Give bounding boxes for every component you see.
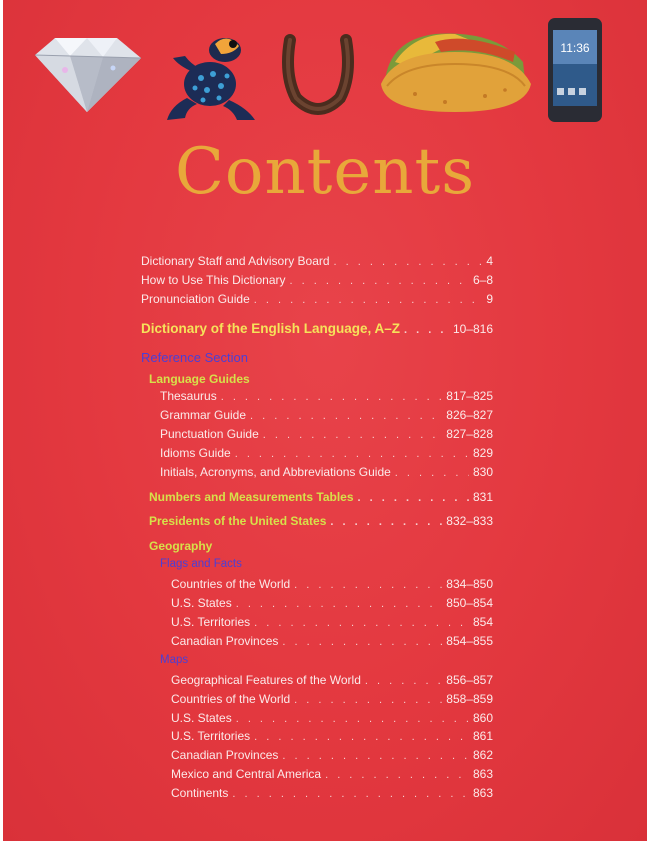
page-title: Contents [174,135,476,209]
toc-entry-page: 854 [472,615,493,629]
toc-entry-label: Numbers and Measurements Tables [149,490,354,504]
toc-entry [141,292,493,306]
dot-leader [365,675,442,687]
toc-entry-label: U.S. States [171,596,232,610]
toc-entry-label: Initials, Acronyms, and Abbreviations Guide [160,465,391,479]
toc-entry-label: U.S. Territories [171,729,251,743]
toc-entry-label: Grammar Guide [160,408,247,422]
toc-entry-label: Geographical Features of the World [171,673,361,687]
toc-entry-label: Countries of the World [171,692,291,706]
dot-leader [254,294,483,306]
dot-leader [232,788,469,800]
dot-leader [282,636,442,648]
toc-entry-page: 834–850 [446,577,493,591]
toc-entry-page: 4 [486,254,493,268]
toc-entry-label: Canadian Provinces [171,634,279,648]
toc-entry-page: 858–859 [446,692,493,706]
dot-leader [290,275,469,287]
toc-entry-page: 6–8 [472,273,493,287]
toc-entry [171,692,493,706]
toc-entry-label: Mexico and Central America [171,767,322,781]
toc-entry [160,465,493,479]
toc-entry [171,748,493,762]
toc-entry-page: 860 [472,711,493,725]
dot-leader [325,769,469,781]
toc-entry-label: Continents [171,786,229,800]
smartphone-icon [546,16,604,124]
flags-and-facts-heading: Flags and Facts [160,558,242,570]
toc-entry-label: U.S. Territories [171,615,251,629]
phone-clock: 11:36 [560,41,590,55]
toc-entry-page: 10–816 [452,322,493,336]
toc-entry [171,786,493,800]
toc-entry-label: How to Use This Dictionary [141,273,286,287]
toc-entry [171,673,493,687]
diamond-icon [25,30,147,115]
toc-entry-page: 832–833 [446,514,493,528]
toc-entry-page: 861 [472,729,493,743]
reference-section-heading: Reference Section [141,350,248,365]
toc-entry-label: Countries of the World [171,577,291,591]
toc-entry-page: 829 [472,446,493,460]
toc-entry [171,767,493,781]
poison-dart-frog-icon [163,28,258,128]
dot-leader [236,713,469,725]
toc-entry [149,514,493,528]
dot-leader [294,579,442,591]
toc-entry-page: 827–828 [446,427,493,441]
dot-leader [263,429,443,441]
toc-entry-page: 863 [472,786,493,800]
toc-entry-page: 830 [472,465,493,479]
horseshoe-icon [278,30,358,115]
toc-entry-page: 826–827 [446,408,493,422]
toc-entry [160,389,493,403]
dot-leader [395,467,469,479]
toc-entry-label: Pronunciation Guide [141,292,250,306]
toc-entry [171,596,493,610]
toc-entry [160,408,493,422]
dot-leader [334,256,483,268]
language-guides-heading: Language Guides [149,372,250,386]
toc-entry [141,273,493,287]
toc-entry [141,254,493,268]
toc-main-entry [141,321,493,336]
header-images [3,0,647,140]
toc-entry [171,615,493,629]
toc-entry-page: 854–855 [446,634,493,648]
toc-entry [171,634,493,648]
toc-entry [171,729,493,743]
dot-leader [358,492,469,504]
toc-entry [149,490,493,504]
toc-entry-label: Dictionary Staff and Advisory Board [141,254,330,268]
dot-leader [330,516,442,528]
dot-leader [221,391,443,403]
dot-leader [282,750,469,762]
taco-icon [375,22,535,114]
toc-entry-label: Dictionary of the English Language, A–Z [141,321,401,336]
dot-leader [236,598,443,610]
maps-heading: Maps [160,654,189,666]
dot-leader [254,617,469,629]
dot-leader [404,324,449,336]
toc-entry-page: 850–854 [446,596,493,610]
toc-entry [160,446,493,460]
toc-entry-label: Canadian Provinces [171,748,279,762]
toc-entry [171,711,493,725]
toc-entry-label: Thesaurus [160,389,217,403]
toc-entry-page: 856–857 [446,673,493,687]
toc-entry-label: Punctuation Guide [160,427,259,441]
dot-leader [254,731,469,743]
toc-entry-page: 817–825 [446,389,493,403]
toc-entry-page: 9 [486,292,493,306]
toc-entry-page: 831 [472,490,493,504]
toc-entry-label: U.S. States [171,711,232,725]
toc-entry-page: 862 [472,748,493,762]
geography-heading: Geography [149,539,213,553]
toc-entry-page: 863 [472,767,493,781]
dot-leader [235,448,469,460]
dot-leader [294,694,442,706]
toc-entry [171,577,493,591]
dot-leader [250,410,442,422]
toc-entry-label: Idioms Guide [160,446,231,460]
toc-entry-label: Presidents of the United States [149,514,327,528]
contents-page [3,0,647,841]
toc-entry [160,427,493,441]
